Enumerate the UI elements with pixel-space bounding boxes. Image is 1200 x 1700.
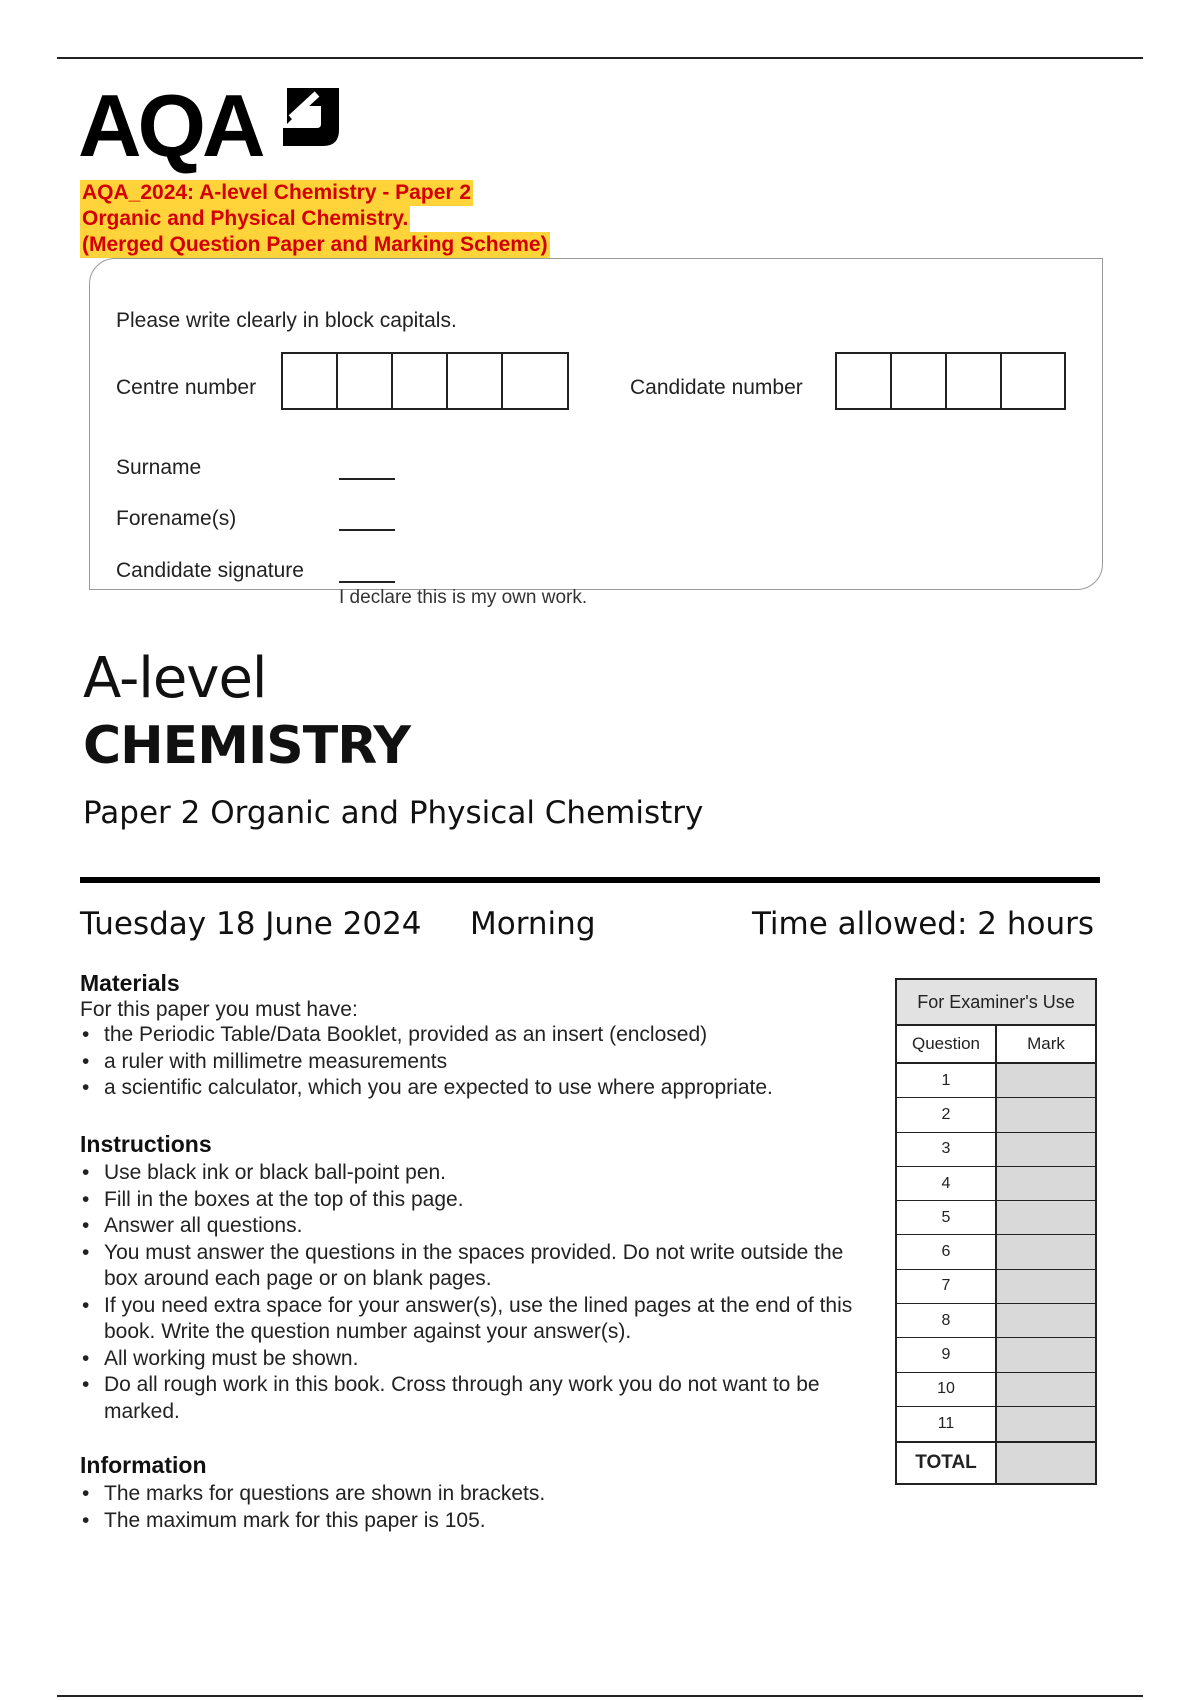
list-item: • a scientific calculator, which you are expected to use where appropriate. (80, 1075, 870, 1102)
materials-intro: For this paper you must have: (80, 998, 358, 1021)
table-row (897, 1304, 1095, 1338)
table-row (897, 1373, 1095, 1407)
candidate-signature-label: Candidate signature (116, 559, 304, 582)
list-item: • The marks for questions are shown in brackets. (80, 1481, 870, 1508)
subject-title: CHEMISTRY (83, 716, 411, 776)
centre-digit-box[interactable] (338, 354, 393, 408)
paper-title: Paper 2 Organic and Physical Chemistry (83, 795, 704, 831)
table-row (897, 1098, 1095, 1132)
table-row (897, 1133, 1095, 1167)
examiner-use-table (895, 978, 1097, 1485)
candidate-number-boxes[interactable] (835, 352, 1066, 410)
surname-field[interactable] (339, 478, 395, 480)
centre-digit-box[interactable] (503, 354, 558, 408)
examiner-table-body (897, 1064, 1095, 1441)
instructions-list (80, 1160, 870, 1425)
question-number-cell: 2 (897, 1098, 997, 1131)
question-column-header: Question (897, 1026, 997, 1062)
list-item: • Fill in the boxes at the top of this page. (80, 1187, 870, 1214)
table-row (897, 1407, 1095, 1441)
list-item: • Do all rough work in this book. Cross through any work you do not want to be marked. (80, 1372, 870, 1425)
table-row (897, 1270, 1095, 1304)
exam-session: Morning (470, 906, 596, 942)
mark-column-header: Mark (997, 1026, 1095, 1062)
list-item: • If you need extra space for your answer(s), use the lined pages at the end of this book. Write the question number against your answer(s). (80, 1293, 870, 1346)
forename-field[interactable] (339, 529, 395, 531)
question-number-cell: 6 (897, 1235, 997, 1268)
instructions-heading: Instructions (80, 1131, 212, 1157)
materials-section (80, 970, 870, 1102)
table-row (897, 1167, 1095, 1201)
list-item: • Answer all questions. (80, 1213, 870, 1240)
section-divider (80, 877, 1100, 883)
exam-date: Tuesday 18 June 2024 (80, 906, 422, 942)
declaration-text: I declare this is my own work. (339, 587, 588, 608)
time-allowed: Time allowed: 2 hours (751, 906, 1094, 942)
mark-cell (997, 1373, 1095, 1406)
information-heading: Information (80, 1452, 207, 1478)
mark-cell (997, 1098, 1095, 1131)
question-number-cell: 11 (897, 1407, 997, 1441)
table-row (897, 1201, 1095, 1235)
document-title-highlight (80, 180, 550, 258)
information-section (80, 1452, 870, 1534)
total-label: TOTAL (897, 1443, 997, 1483)
total-row (897, 1441, 1095, 1483)
centre-number-label: Centre number (116, 376, 257, 399)
block-capitals-instruction: Please write clearly in block capitals. (116, 309, 457, 332)
centre-digit-box[interactable] (283, 354, 338, 408)
question-number-cell: 7 (897, 1270, 997, 1303)
examiner-table-header-row (897, 1026, 1095, 1064)
mark-cell (997, 1133, 1095, 1166)
centre-digit-box[interactable] (393, 354, 448, 408)
mark-cell (997, 1304, 1095, 1337)
table-row (897, 1235, 1095, 1269)
question-number-cell: 3 (897, 1133, 997, 1166)
mark-cell (997, 1407, 1095, 1441)
mark-cell (997, 1201, 1095, 1234)
logo-text: AQA (78, 76, 262, 175)
candidate-digit-box[interactable] (837, 354, 892, 408)
surname-label: Surname (116, 456, 202, 479)
materials-heading: Materials (80, 970, 180, 996)
qualification-level: A-level (83, 646, 267, 711)
title-line-1: AQA_2024: A-level Chemistry - Paper 2 (82, 181, 472, 204)
list-item: • the Periodic Table/Data Booklet, provided as an insert (enclosed) (80, 1022, 870, 1049)
table-row (897, 1064, 1095, 1098)
candidate-digit-box[interactable] (1002, 354, 1057, 408)
question-number-cell: 8 (897, 1304, 997, 1337)
question-number-cell: 4 (897, 1167, 997, 1200)
table-row (897, 1338, 1095, 1372)
mark-cell (997, 1338, 1095, 1371)
question-number-cell: 9 (897, 1338, 997, 1371)
mark-cell (997, 1064, 1095, 1097)
list-item: • a ruler with millimetre measurements (80, 1049, 870, 1076)
list-item: • Use black ink or black ball-point pen. (80, 1160, 870, 1187)
mark-cell (997, 1270, 1095, 1303)
aqa-logo (78, 76, 348, 180)
information-list (80, 1481, 870, 1534)
examiner-table-title: For Examiner's Use (897, 980, 1095, 1026)
centre-number-boxes[interactable] (281, 352, 569, 410)
materials-list (80, 1022, 870, 1102)
bottom-rule (57, 1695, 1143, 1697)
candidate-details-box (89, 258, 1103, 590)
candidate-digit-box[interactable] (947, 354, 1002, 408)
aqa-logo-mark-icon (283, 88, 339, 148)
title-line-2: Organic and Physical Chemistry. (82, 207, 409, 230)
signature-field[interactable] (339, 581, 395, 583)
title-line-3: (Merged Question Paper and Marking Scheme) (82, 233, 548, 256)
total-mark-cell (997, 1443, 1095, 1483)
centre-digit-box[interactable] (448, 354, 503, 408)
top-rule (57, 57, 1143, 59)
question-number-cell: 10 (897, 1373, 997, 1406)
candidate-digit-box[interactable] (892, 354, 947, 408)
instructions-section (80, 1131, 870, 1425)
forename-label: Forename(s) (116, 507, 237, 530)
candidate-number-label: Candidate number (630, 376, 803, 399)
mark-cell (997, 1167, 1095, 1200)
question-number-cell: 5 (897, 1201, 997, 1234)
list-item: • You must answer the questions in the spaces provided. Do not write outside the box around each page or on blank pages. (80, 1240, 870, 1293)
list-item: • The maximum mark for this paper is 105. (80, 1508, 870, 1535)
list-item: • All working must be shown. (80, 1346, 870, 1373)
mark-cell (997, 1235, 1095, 1268)
question-number-cell: 1 (897, 1064, 997, 1097)
